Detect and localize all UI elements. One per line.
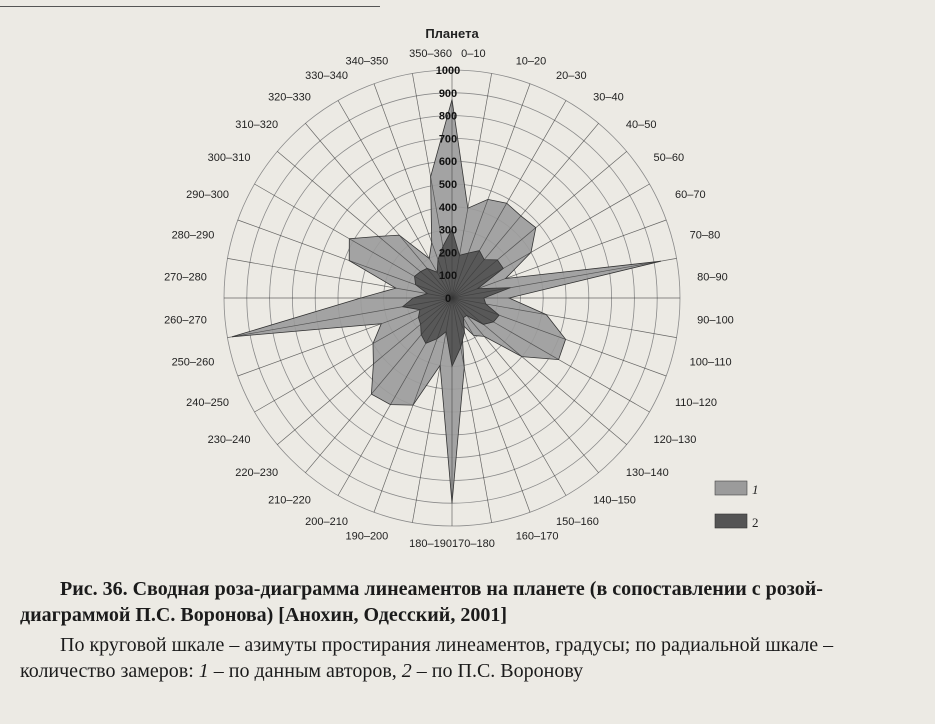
legend-label-1: 1 — [752, 482, 759, 497]
r-tick-label: 600 — [438, 156, 458, 169]
r-tick-label: 700 — [438, 133, 458, 146]
chart-title: Планета — [425, 26, 479, 41]
legend — [715, 481, 759, 530]
azimuth-label: 50–60 — [653, 151, 685, 164]
azimuth-label: 0–10 — [461, 47, 486, 60]
azimuth-label: 320–330 — [268, 91, 311, 104]
r-tick-label: 0 — [444, 293, 452, 305]
azimuth-label: 80–90 — [697, 271, 728, 284]
r-tick-label: 200 — [438, 247, 458, 260]
caption-num-2: 2 — [401, 660, 412, 682]
azimuth-label: 330–340 — [305, 70, 348, 82]
caption-num-1: 1 — [198, 660, 209, 682]
azimuth-label: 230–240 — [207, 434, 251, 447]
azimuth-label: 60–70 — [675, 189, 706, 201]
caption-desc-part3: – по П.С. Воронову — [411, 660, 584, 682]
azimuth-label: 150–160 — [556, 516, 599, 528]
r-tick-label: 800 — [438, 110, 458, 123]
azimuth-label: 310–320 — [235, 119, 279, 132]
r-tick-label: 400 — [438, 201, 458, 214]
caption-desc-part1: По круговой шкале – азимуты простирания линеаментов, градусы; по радиальной шкале – количество замеров: — [20, 634, 834, 682]
azimuth-label: 70–80 — [689, 229, 721, 242]
figure-caption-description — [20, 632, 920, 684]
azimuth-label: 210–220 — [268, 494, 311, 507]
azimuth-label: 200–210 — [305, 516, 348, 528]
azimuth-label: 300–310 — [207, 151, 251, 164]
r-tick-label: 500 — [438, 179, 458, 191]
legend-swatch-1 — [715, 481, 747, 495]
azimuth-label: 270–280 — [164, 271, 207, 284]
azimuth-label: 280–290 — [171, 229, 215, 242]
azimuth-label: 30–40 — [593, 91, 624, 104]
azimuth-label: 190–200 — [345, 530, 389, 543]
azimuth-label: 40–50 — [625, 119, 657, 132]
azimuth-label: 90–100 — [697, 314, 734, 327]
azimuth-label: 130–140 — [625, 466, 669, 479]
r-tick-label: 100 — [438, 270, 458, 283]
azimuth-label: 10–20 — [515, 55, 547, 68]
legend-label-2: 2 — [752, 515, 759, 530]
figure-caption-title: Рис. 36. Сводная роза-диаграмма линеаментов на планете (в сопоставлении с розой-диаграммой П.С. Воронова) [Анохин, Одесский, 2001] — [20, 578, 823, 626]
azimuth-label: 180–190 — [409, 538, 453, 551]
azimuth-label: 120–130 — [653, 434, 697, 447]
azimuth-label: 220–230 — [235, 466, 279, 479]
azimuth-label: 250–260 — [171, 356, 215, 369]
r-tick-label: 1000 — [435, 65, 461, 77]
azimuth-label: 100–110 — [689, 356, 732, 369]
r-tick-label: 300 — [438, 224, 458, 237]
azimuth-label: 20–30 — [556, 70, 587, 82]
azimuth-label: 340–350 — [345, 55, 389, 68]
azimuth-label: 170–180 — [451, 538, 495, 551]
azimuth-label: 290–300 — [186, 189, 229, 201]
azimuth-label: 160–170 — [515, 530, 559, 543]
spoke-31 — [277, 151, 452, 298]
legend-swatch-2 — [715, 514, 747, 528]
azimuth-label: 110–120 — [675, 397, 718, 409]
r-tick-label: 900 — [438, 87, 458, 100]
caption-desc-part2: – по данным авторов, — [208, 660, 402, 682]
azimuth-label: 240–250 — [186, 397, 229, 409]
azimuth-label: 260–270 — [164, 314, 207, 327]
azimuth-label: 350–360 — [409, 47, 453, 60]
azimuth-label: 140–150 — [593, 494, 636, 507]
